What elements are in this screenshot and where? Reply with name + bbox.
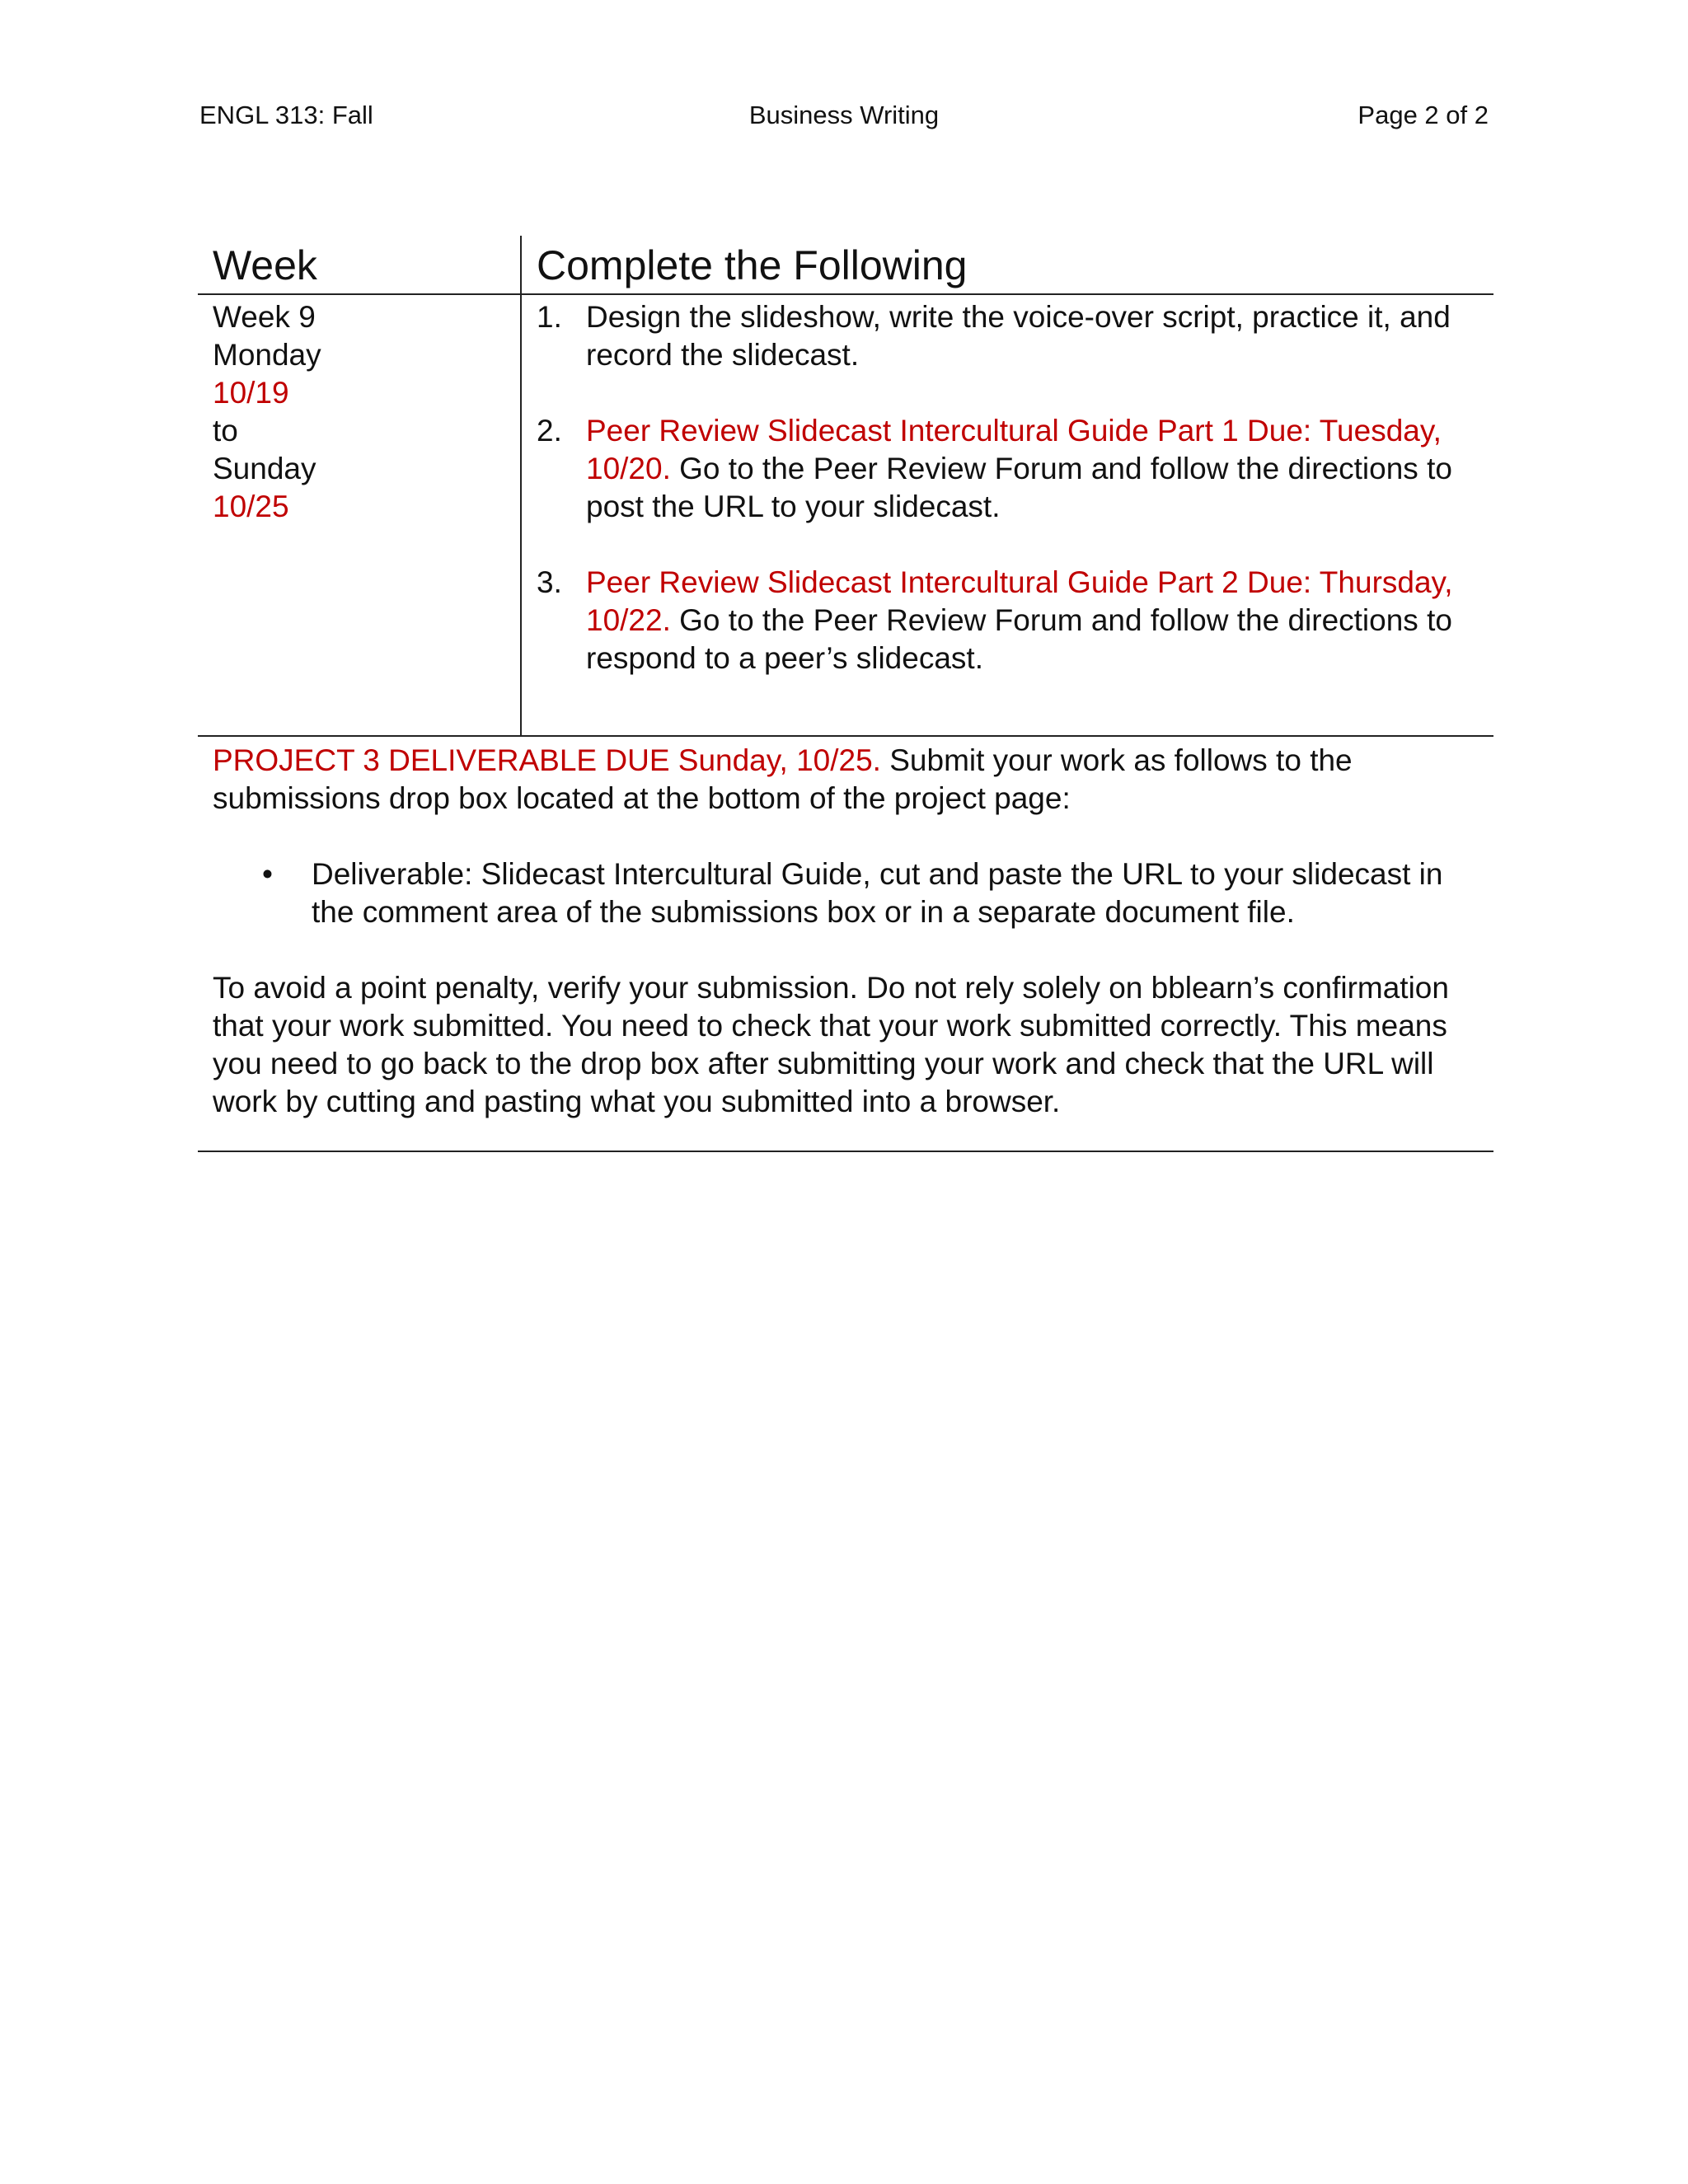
header-page-number: Page 2 of 2 — [1357, 101, 1489, 129]
week-end-day: Sunday — [213, 452, 316, 485]
table-row — [198, 294, 1493, 736]
week-to: to — [213, 414, 238, 448]
deliverable-due-highlight: PROJECT 3 DELIVERABLE DUE Sunday, 10/25. — [213, 743, 881, 777]
task-number: 1. — [537, 300, 562, 334]
deliverable-cell — [198, 736, 1493, 1151]
task-number: 3. — [537, 565, 562, 599]
header-course: ENGL 313: Fall — [199, 101, 373, 129]
list-item — [537, 412, 1479, 526]
table-header-row — [198, 236, 1493, 294]
task-number: 2. — [537, 414, 562, 448]
deliverable-item-text: Deliverable: Slidecast Intercultural Guide, cut and paste the URL to your slidecast in the comment area of the submissions box or in a separate document file. — [312, 857, 1443, 929]
deliverable-row — [198, 736, 1493, 1151]
column-header-tasks: Complete the Following — [521, 236, 1493, 294]
deliverable-intro-text: Submit your work as follows to the submissions drop box located at the bottom of the project page: — [213, 743, 1353, 815]
deliverable-list — [213, 855, 1479, 931]
page-header — [199, 97, 1489, 134]
week-cell — [198, 294, 521, 736]
week-start-day: Monday — [213, 338, 321, 372]
week-label: Week 9 — [213, 300, 316, 334]
header-subject: Business Writing — [748, 101, 940, 129]
list-item — [537, 564, 1479, 677]
task-text: Go to the Peer Review Forum and follow the directions to post the URL to your slidecast. — [586, 452, 1452, 523]
deliverable-intro — [213, 742, 1479, 818]
task-text: Go to the Peer Review Forum and follow the directions to respond to a peer’s slidecast. — [586, 603, 1452, 675]
list-item — [537, 298, 1479, 374]
schedule-table — [198, 236, 1493, 1152]
deliverable-note: To avoid a point penalty, verify your submission. Do not rely solely on bblearn’s confirmation that your work submitted. You need to check that your work submitted correctly. This means you need to go back to the drop box after submitting your work and check that the URL will work by cutting and pasting what you submitted into a browser. — [213, 971, 1449, 1118]
week-start-date: 10/19 — [213, 376, 289, 410]
bullet-icon: • — [262, 857, 273, 891]
task-list — [537, 298, 1479, 677]
tasks-cell — [521, 294, 1493, 736]
task-text: Design the slideshow, write the voice-over script, practice it, and record the slidecast. — [586, 300, 1451, 372]
task-due-highlight: Peer Review Slidecast Intercultural Guide Part 2 Due: Thursday, 10/22. — [586, 565, 1453, 637]
week-end-date: 10/25 — [213, 490, 289, 523]
column-header-week: Week — [198, 236, 521, 294]
task-due-highlight: Peer Review Slidecast Intercultural Guide Part 1 Due: Tuesday, 10/20. — [586, 414, 1442, 485]
list-item — [213, 855, 1479, 931]
